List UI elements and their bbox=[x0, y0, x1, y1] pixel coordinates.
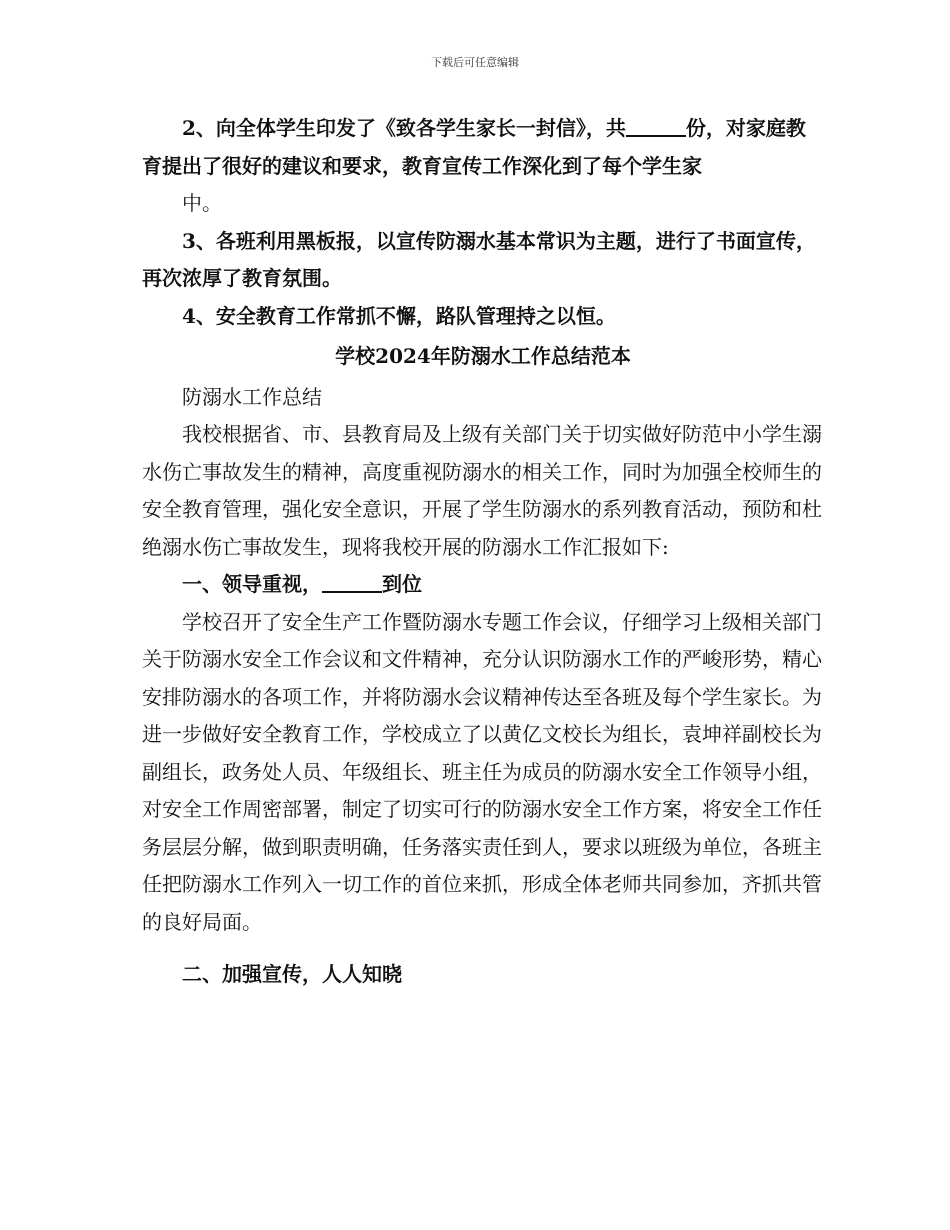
intro-paragraph: 我校根据省、市、县教育局及上级有关部门关于切实做好防范中小学生溺水伤亡事故发生的精神，高度重视防溺水的相关工作，同时为加强全校师生的安全教育管理，强化安全意识，开展了学生防溺水的系列教育活动，预防和杜绝溺水伤亡事故发生，现将我校开展的防溺水工作汇报如下: bbox=[142, 422, 822, 559]
section-heading-2: 二、加强宣传，人人知晓 bbox=[182, 962, 402, 986]
heading-fill-blank bbox=[322, 571, 382, 593]
list-item-2-text-b: 份，对家庭教育提出了很好的建议和要求，教育宣传工作深化到了每个学生家 bbox=[142, 116, 806, 178]
section-heading-1-text-a: 一、领导重视， bbox=[182, 572, 322, 596]
document-title: 学校2024年防溺水工作总结范本 bbox=[335, 344, 631, 368]
document-body bbox=[142, 110, 824, 994]
fill-blank bbox=[626, 115, 686, 137]
list-item-2-continuation: 中。 bbox=[182, 191, 222, 215]
section-1-paragraph: 学校召开了安全生产工作暨防溺水专题工作会议，仔细学习上级相关部门关于防溺水安全工作会议和文件精神，充分认识防溺水工作的严峻形势，精心安排防溺水的各项工作，并将防溺水会议精神传达至各班及每个学生家长。为进一步做好安全教育工作，学校成立了以黄亿文校长为组长，袁坤祥副校长为副组长，政务处人员、年级组长、班主任为成员的防溺水安全工作领导小组，对安全工作周密部署，制定了切实可行的防溺水安全工作方案，将安全工作任务层层分解，做到职责明确，任务落实责任到人，要求以班级为单位，各班主任把防溺水工作列入一切工作的首位来抓，形成全体老师共同参加，齐抓共管的良好局面。 bbox=[142, 609, 822, 934]
list-item-2-text-a: 2、向全体学生印发了《致各学生家长一封信》，共 bbox=[182, 116, 626, 140]
document-subtitle: 防溺水工作总结 bbox=[182, 384, 322, 409]
section-heading-1 bbox=[142, 566, 824, 604]
list-item-4: 4、安全教育工作常抓不懈，路队管理持之以恒。 bbox=[182, 303, 616, 328]
section-heading-1-text-b: 到位 bbox=[382, 572, 422, 596]
list-item-2 bbox=[142, 110, 824, 185]
page-header: 下载后可任意编辑 bbox=[431, 56, 519, 69]
list-item-3: 3、各班利用黑板报，以宣传防溺水基本常识为主题，进行了书面宣传，再次浓厚了教育氛围。 bbox=[142, 228, 816, 290]
